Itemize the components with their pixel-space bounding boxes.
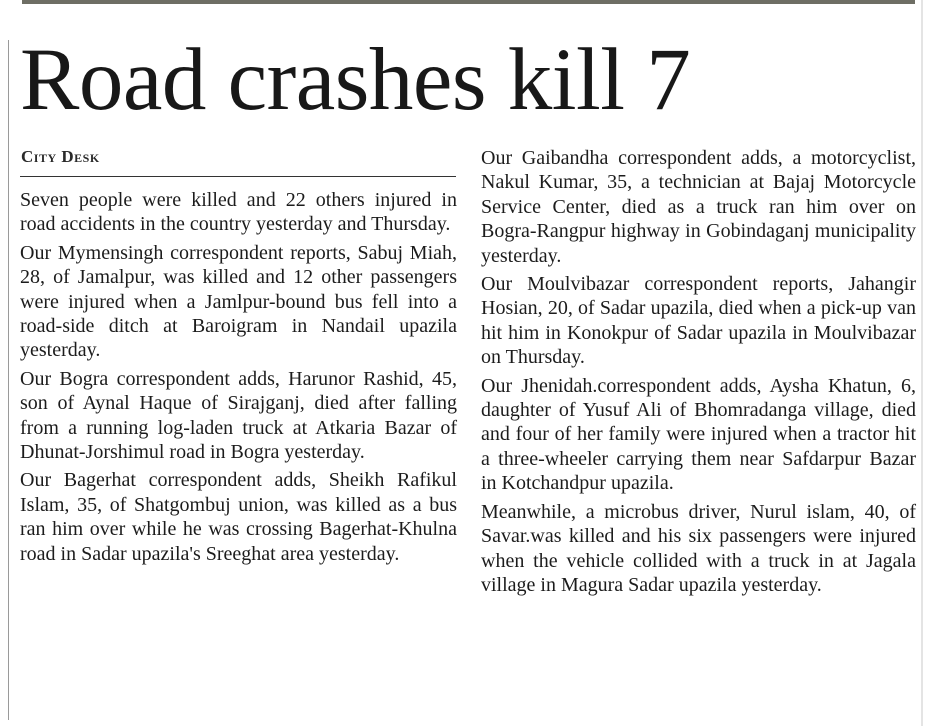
paragraph: Our Gaibandha correspondent adds, a motorcyclist, Nakul Kumar, 35, a technician at Bajaj Motorcycle Service Center, died as a truck ran him over on Bogra-Rangpur highway in Gobindaganj municipality yesterday. [481, 147, 916, 267]
paragraph: Our Bogra correspondent adds, Harunor Rashid, 45, son of Aynal Haque of Sirajganj, died after falling from a running log-laden truck at Atkaria Bazar of Dhunat-Jorshimul road in Bogra yesterday. [20, 367, 457, 464]
paragraph: Our Jhenidah.correspondent adds, Aysha Khatun, 6, daughter of Yusuf Ali of Bhomradanga village, died and four of her family were injured when a tractor hit a three-wheeler carrying them near Safdarpur Bazar in Kotchandpur upazila. [481, 374, 916, 495]
paragraph: Seven people were killed and 22 others injured in road accidents in the country yesterday and Thursday. [20, 189, 457, 236]
right-column [481, 146, 916, 601]
byline-rule [20, 176, 456, 177]
left-column [20, 188, 457, 570]
column-left-rule [8, 40, 9, 720]
paragraph: Meanwhile, a microbus driver, Nurul islam, 40, of Savar.was killed and his six passengers were injured when the vehicle collided with a truck in at Jagala village in Magura Sadar upazila yesterday. [481, 500, 916, 596]
page-edge [921, 0, 923, 726]
paragraph: Our Bagerhat correspondent adds, Sheikh Rafikul Islam, 35, of Shatgombuj union, was killed as a bus ran him over while he was crossing Bagerhat-Khulna road in Sadar upazila's Sreeghat area yesterday. [20, 469, 457, 565]
byline: City Desk [21, 147, 100, 166]
top-rule [22, 0, 915, 4]
paragraph: Our Mymensingh correspondent reports, Sabuj Miah, 28, of Jamalpur, was killed and 12 other passengers were injured when a Jamlpur-bound bus fell into a road-side ditch at Baroigram in Nandail upazila yesterday. [20, 241, 457, 362]
paragraph: Our Moulvibazar correspondent reports, Jahangir Hosian, 20, of Sadar upazila, died when a pick-up van hit him in Konokpur of Sadar upazila in Moulvibazar on Thursday. [481, 273, 916, 369]
headline: Road crashes kill 7 [20, 31, 691, 129]
